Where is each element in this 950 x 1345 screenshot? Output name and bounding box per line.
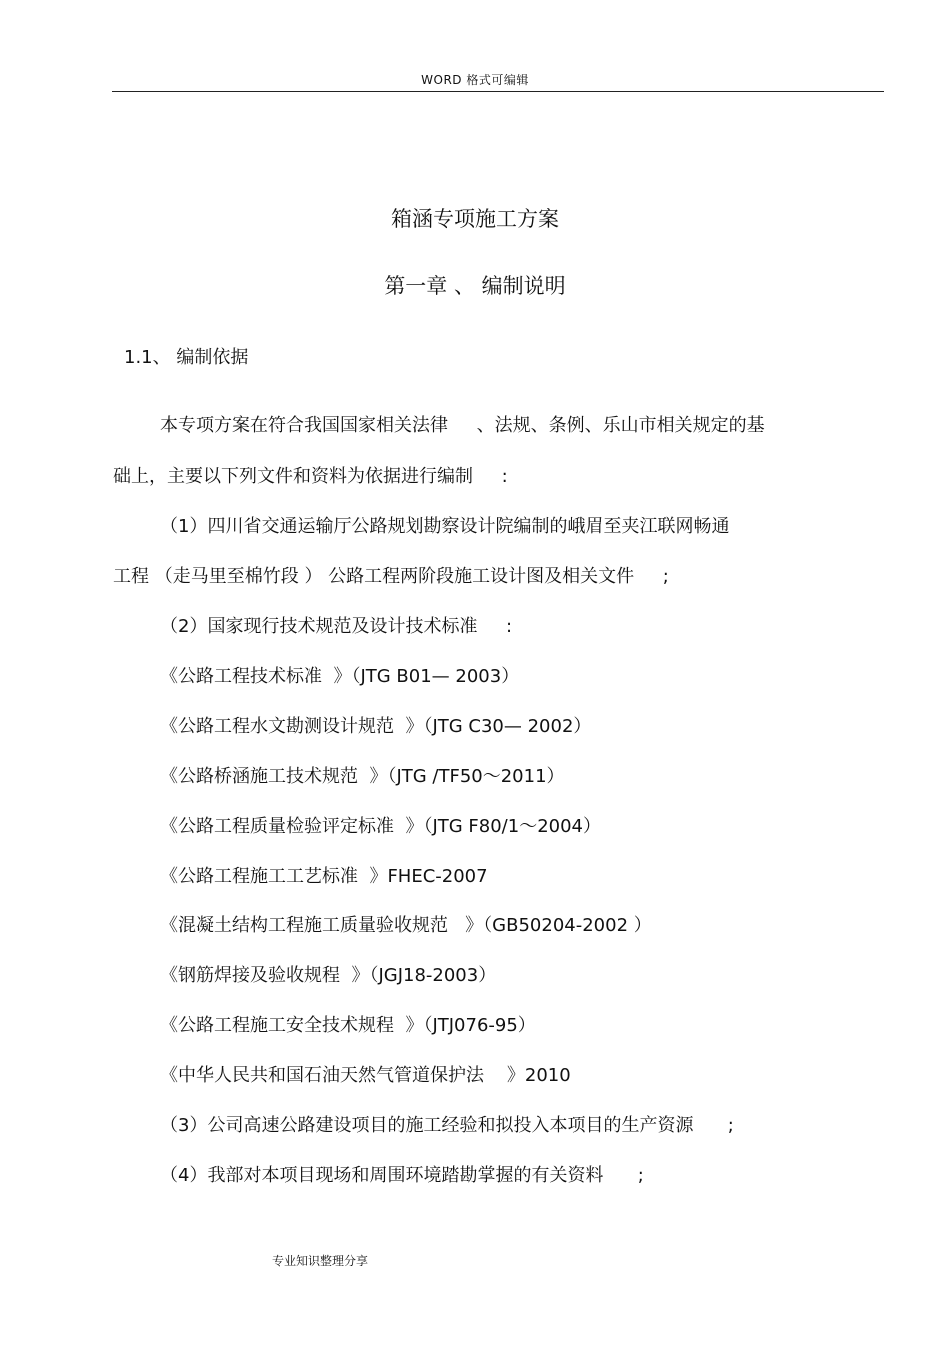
header-divider bbox=[112, 91, 884, 92]
standard-item: 《公路工程施工安全技术规程 》（JTJ076-95） bbox=[160, 1015, 536, 1036]
intro-paragraph-line-1: 本专项方案在符合我国国家相关法律 、法规、条例、乐山市相关规定的基 bbox=[160, 415, 765, 436]
intro-paragraph-line-2: 础上，主要以下列文件和资料为依据进行编制 : bbox=[113, 466, 508, 487]
item-1-line-2: 工程 （走马里至棉竹段 ） 公路工程两阶段施工设计图及相关文件 ; bbox=[113, 566, 669, 587]
document-title: 箱涵专项施工方案 bbox=[391, 207, 559, 231]
page-header: WORD 格式可编辑 bbox=[421, 73, 529, 87]
standard-item: 《公路工程技术标准 》（JTG B01— 2003） bbox=[160, 666, 520, 687]
item-4: （4）我部对本项目现场和周围环境踏勘掌握的有关资料 ; bbox=[160, 1165, 644, 1186]
standard-item: 《混凝土结构工程施工质量验收规范 》（GB50204-2002 ） bbox=[160, 915, 652, 936]
item-3: （3）公司高速公路建设项目的施工经验和拟投入本项目的生产资源 ; bbox=[160, 1115, 734, 1136]
item-2: （2）国家现行技术规范及设计技术标准 : bbox=[160, 616, 513, 637]
chapter-heading: 第一章 、 编制说明 bbox=[384, 274, 566, 298]
standard-item: 《钢筋焊接及验收规程 》（JGJ18-2003） bbox=[160, 965, 497, 986]
page-footer: 专业知识整理分享 bbox=[272, 1254, 369, 1268]
standard-item: 《公路桥涵施工技术规范 》（JTG /TF50～2011） bbox=[160, 766, 565, 787]
section-heading: 1.1、 编制依据 bbox=[124, 347, 249, 368]
standard-item: 《公路工程水文勘测设计规范 》（JTG C30— 2002） bbox=[160, 716, 592, 737]
standard-item: 《公路工程施工工艺标准 》FHEC-2007 bbox=[160, 866, 488, 887]
item-1-line-1: （1）四川省交通运输厅公路规划勘察设计院编制的峨眉至夹江联网畅通 bbox=[160, 516, 730, 537]
standard-item: 《中华人民共和国石油天然气管道保护法 》2010 bbox=[160, 1065, 571, 1086]
standard-item: 《公路工程质量检验评定标准 》（JTG F80/1～2004） bbox=[160, 816, 601, 837]
